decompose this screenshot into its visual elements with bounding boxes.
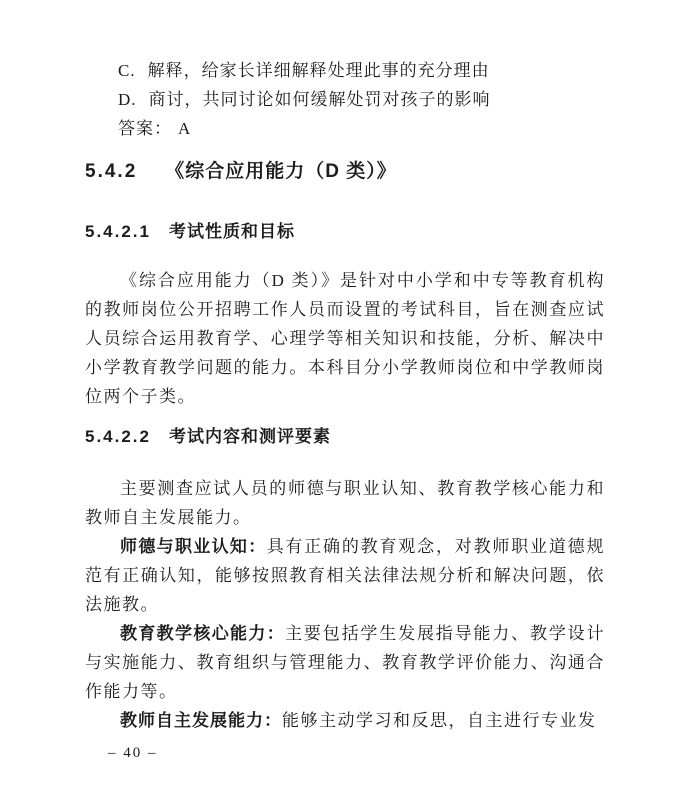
page-number-footer: – 40 –	[108, 745, 158, 761]
option-row-c	[118, 56, 605, 85]
section-heading-main	[85, 157, 605, 186]
section-number-content: 5.4.2.2	[85, 427, 151, 446]
section-number-main: 5.4.2	[85, 161, 138, 182]
paragraph-intro: 主要测查应试人员的师德与职业认知、教育教学核心能力和教师自主发展能力。	[85, 479, 605, 527]
term-desc-ethics: 具有正确的教育观念，对教师职业道德规范有正确认知，能够按照教育相关法律法规分析和解决问题，依法施教。	[85, 537, 606, 614]
option-label-d: D.	[118, 90, 137, 109]
section-heading-content	[85, 422, 605, 451]
section-title-main: 《综合应用能力（D 类）》	[165, 161, 397, 182]
term-item-teaching	[85, 619, 605, 706]
section-heading-nature	[85, 217, 605, 246]
section-number-nature: 5.4.2.1	[85, 222, 151, 241]
term-desc-development: 能够主动学习和反思，自主进行专业发	[282, 711, 597, 730]
option-text-d: 商讨，共同讨论如何缓解处罚对孩子的影响	[148, 90, 491, 109]
term-desc-teaching: 主要包括学生发展指导能力、教学设计与实施能力、教育组织与管理能力、教育教学评价能力、沟通合作能力等。	[85, 624, 606, 701]
term-item-development	[85, 706, 605, 735]
answer-line	[118, 114, 605, 143]
section-title-content: 考试内容和测评要素	[169, 427, 331, 446]
section-title-nature: 考试性质和目标	[169, 222, 295, 241]
answer-label: 答案：	[118, 119, 172, 138]
option-row-d	[118, 85, 605, 114]
question-options-block	[85, 56, 605, 143]
term-label-teaching: 教育教学核心能力：	[120, 624, 286, 643]
option-text-c: 解释，给家长详细解释处理此事的充分理由	[147, 61, 490, 80]
answer-value: A	[178, 119, 192, 138]
page-content	[85, 0, 605, 763]
term-item-ethics	[85, 532, 605, 619]
content-body-block	[85, 474, 605, 735]
term-label-ethics: 师德与职业认知：	[120, 537, 267, 556]
option-label-c: C.	[118, 61, 136, 80]
term-label-development: 教师自主发展能力：	[120, 711, 282, 730]
paragraph-exam-nature: 《综合应用能力（D 类）》是针对中小学和中专等教育机构的教师岗位公开招聘工作人员而设置的考试科目，旨在测查应试人员综合运用教育学、心理学等相关知识和技能，分析、解决中小学教育教学问题的能力。本科目分小学教师岗位和中学教师岗位两个子类。	[85, 271, 605, 406]
